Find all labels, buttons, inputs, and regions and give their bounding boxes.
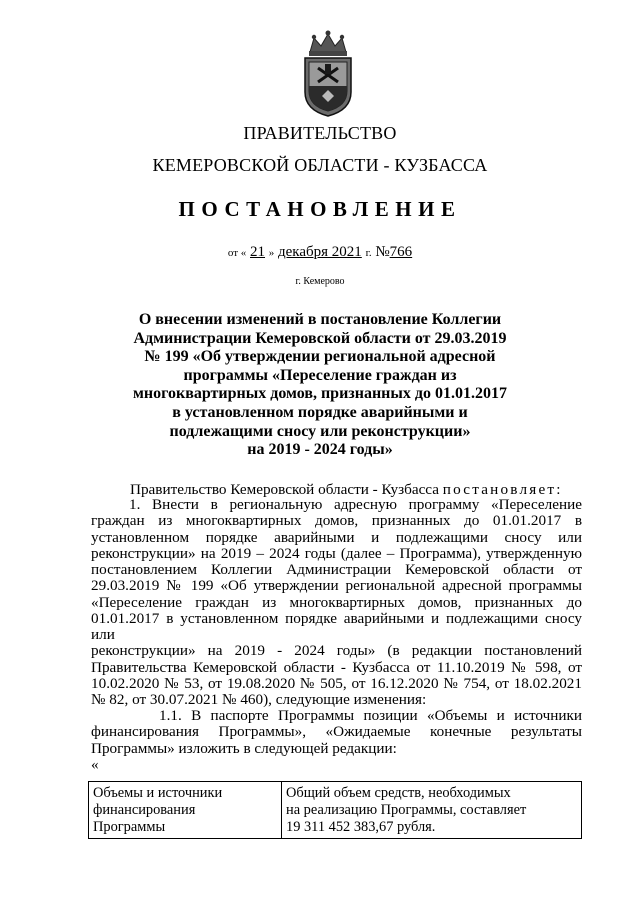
paragraph-line: граждан из многоквартирных домов, признанных до 01.01.2017 в (91, 512, 582, 530)
intro-verb: постановляет: (442, 481, 563, 498)
title-line: многоквартирных домов, признанных до 01.01.2017 (133, 385, 507, 403)
title-line: № 199 «Об утверждении региональной адресной (144, 348, 496, 366)
city: г. Кемерово (295, 276, 345, 287)
date-mid: » (268, 247, 275, 259)
paragraph-line: 01.01.2017 в установленном порядке аварийными и подлежащими сносу или (91, 609, 582, 643)
document-title (0, 311, 640, 460)
quote-open: « (91, 755, 99, 773)
document-number: 766 (389, 244, 413, 260)
table-row (89, 782, 582, 839)
table-cell-label: Объемы и источники финансирования Программы (89, 782, 282, 839)
date-suffix: г. (365, 247, 372, 259)
paragraph-line: Правительства Кемеровской области - Кузбасса от 11.10.2019 № 598, от (91, 658, 582, 676)
paragraph-line: «Переселение граждан из многоквартирных домов, признанных до (91, 593, 582, 611)
paragraph-line: 1. Внести в региональную адресную программу «Переселение (129, 496, 582, 513)
coat-of-arms-icon (296, 30, 360, 118)
government-title-line2: КЕМЕРОВСКОЙ ОБЛАСТИ - КУЗБАССА (152, 155, 488, 175)
paragraph-1 (91, 497, 582, 708)
date-prefix: от « (227, 247, 247, 259)
government-title-line1: ПРАВИТЕЛЬСТВО (243, 123, 397, 143)
paragraph-line: 29.03.2019 № 199 «Об утверждении региональной адресной программы (91, 577, 582, 595)
paragraph-line: реконструкции» на 2019 – 2024 годы (далее – Программа), утвержденную (91, 544, 582, 562)
date-month-year: декабря 2021 (278, 244, 362, 260)
date-day: 21 (250, 244, 266, 260)
title-line: О внесении изменений в постановление Коллегии (138, 311, 502, 328)
intro-subject: Правительство Кемеровской области - Кузбасса (130, 481, 439, 498)
title-line: в установленном порядке аварийными и (172, 403, 468, 421)
title-line: Администрации Кемеровской области от 29.03.2019 (133, 329, 507, 347)
paragraph-line: установленном порядке аварийными и подлежащими сносу или (91, 528, 582, 546)
paragraph-line: постановлением Коллегии Администрации Кемеровской области от (91, 561, 582, 578)
title-line: на 2019 - 2024 годы» (247, 441, 393, 459)
title-line: подлежащими сносу или реконструкции» (169, 422, 471, 440)
document-type: ПОСТАНОВЛЕНИЕ (178, 197, 462, 221)
number-label: № (375, 244, 390, 260)
table-cell-value: Общий объем средств, необходимых на реализацию Программы, составляет 19 311 452 383,67 рубля. (282, 782, 582, 839)
paragraph-line: Программы» изложить в следующей редакции: (91, 739, 397, 757)
program-passport-table (88, 781, 582, 839)
title-line: программы «Переселение граждан из (183, 366, 457, 384)
paragraph-line: реконструкции» на 2019 - 2024 годы» (в редакции постановлений (91, 642, 582, 660)
paragraph-line: № 82, от 30.07.2021 № 460), следующие изменения: (91, 691, 427, 708)
paragraph-line: 10.02.2020 № 53, от 19.08.2020 № 505, от 16.12.2020 № 754, от 18.02.2021 (91, 674, 582, 692)
date-number-line (0, 244, 640, 261)
paragraph-2 (91, 708, 582, 773)
paragraph-line: финансирования Программы», «Ожидаемые конечные результаты (91, 723, 582, 741)
paragraph-line: 1.1. В паспорте Программы позиции «Объемы и источники (159, 707, 582, 724)
